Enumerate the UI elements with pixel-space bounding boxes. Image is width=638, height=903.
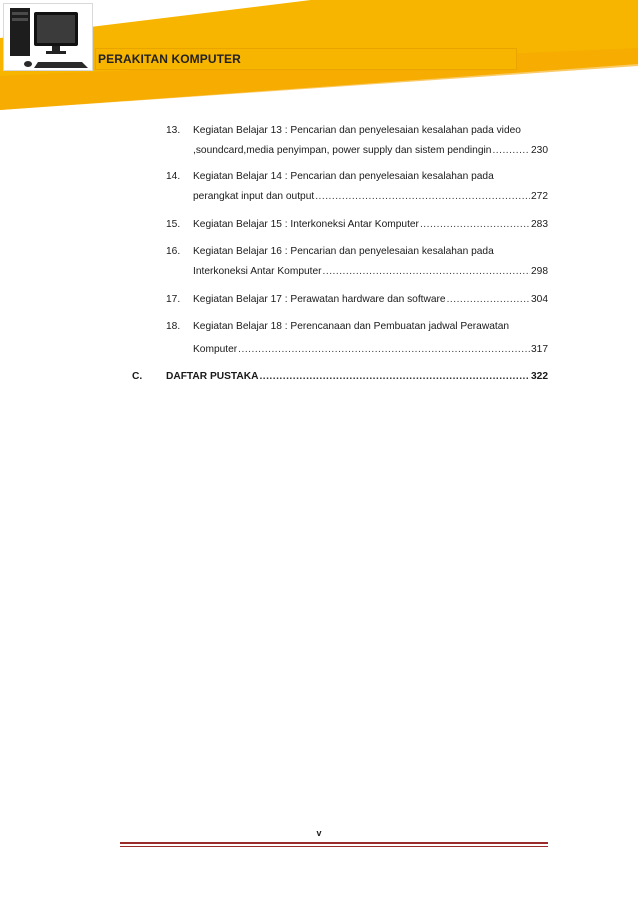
page-header <box>0 0 638 110</box>
toc-line: Kegiatan Belajar 17 : Perawatan hardware dan software ..... 304 <box>193 294 548 305</box>
toc-number: 15. <box>166 219 181 230</box>
toc-line: ,soundcard,media penyimpan, power supply dan sistem pendingin ..... 230 <box>193 145 548 156</box>
toc-page: 230 <box>531 145 548 156</box>
header-title: PERAKITAN KOMPUTER <box>98 52 241 66</box>
header-title-bar <box>95 48 517 70</box>
toc-page: 298 <box>531 266 548 277</box>
toc-section-label: C. <box>132 371 143 382</box>
toc-page: 322 <box>531 371 548 382</box>
toc-line: Kegiatan Belajar 15 : Interkoneksi Antar Komputer ..... 283 <box>193 219 548 230</box>
toc-number: 18. <box>166 321 181 332</box>
toc-number: 14. <box>166 171 181 182</box>
toc-page: 304 <box>531 294 548 305</box>
toc-line: Interkoneksi Antar Komputer ..... 298 <box>193 266 548 277</box>
toc-page: 272 <box>531 191 548 202</box>
toc-line: Komputer ..... 317 <box>193 344 548 355</box>
toc-number: 13. <box>166 125 181 136</box>
toc-line: Kegiatan Belajar 13 : Pencarian dan penyelesaian kesalahan pada video <box>193 125 521 136</box>
toc-line: Kegiatan Belajar 14 : Pencarian dan penyelesaian kesalahan pada <box>193 171 494 182</box>
toc-page: 283 <box>531 219 548 230</box>
page-number: v <box>316 828 322 838</box>
toc-line: DAFTAR PUSTAKA ..... 322 <box>166 371 548 382</box>
toc-number: 16. <box>166 246 181 257</box>
toc-number: 17. <box>166 294 181 305</box>
computer-set-icon <box>3 3 93 71</box>
footer-rule <box>120 842 548 844</box>
footer-rule-thin <box>120 846 548 847</box>
toc-line: Kegiatan Belajar 16 : Pencarian dan penyelesaian kesalahan pada <box>193 246 494 257</box>
toc-page: 317 <box>531 344 548 355</box>
toc-line: Kegiatan Belajar 18 : Perencanaan dan Pembuatan jadwal Perawatan <box>193 321 510 332</box>
toc-line: perangkat input dan output ..... 272 <box>193 191 548 202</box>
